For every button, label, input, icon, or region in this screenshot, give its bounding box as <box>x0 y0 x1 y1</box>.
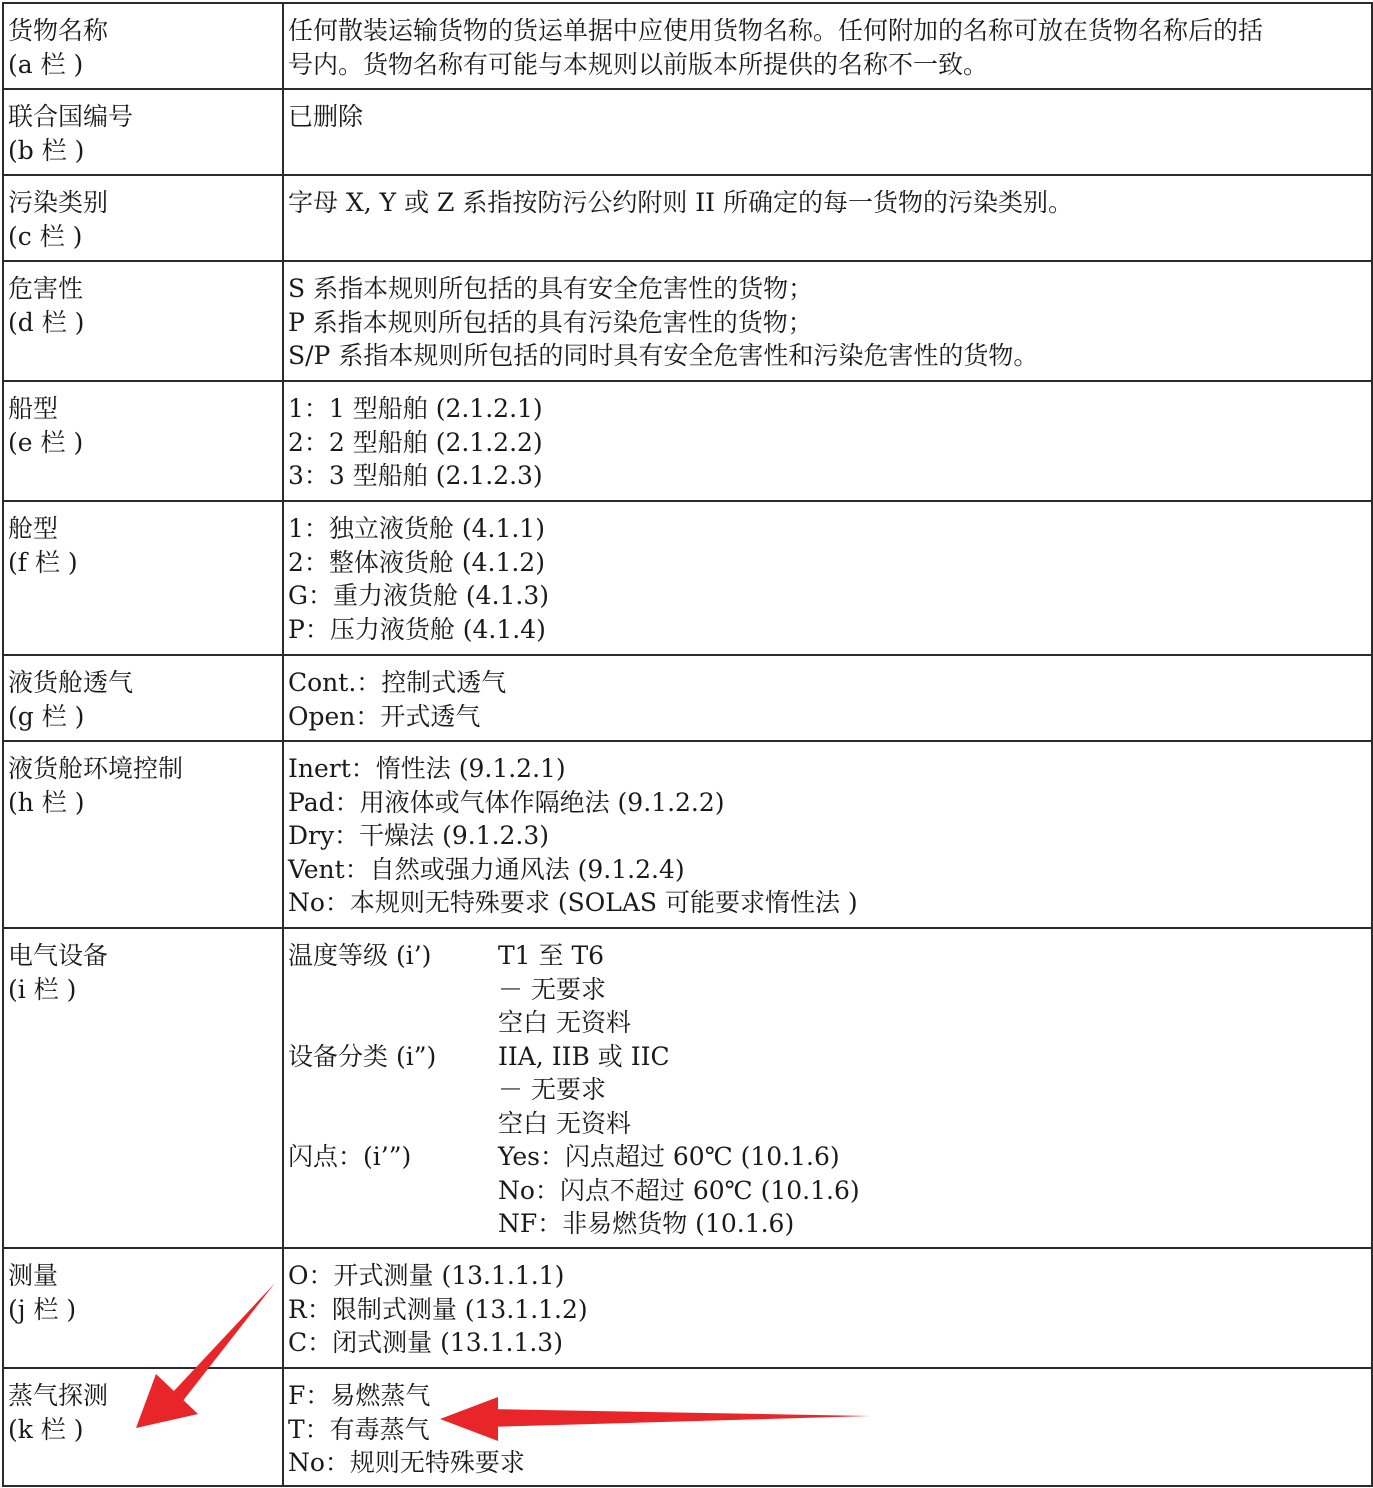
term-cell <box>3 381 283 501</box>
column-ref: (f 栏 ) <box>8 547 78 577</box>
description-line: 2：2 型船舶 (2.1.2.2) <box>288 427 543 457</box>
term-cell <box>3 89 283 175</box>
column-ref: (h 栏 ) <box>8 787 85 817</box>
description-cell <box>283 501 1372 655</box>
cargo-column-table <box>2 2 1373 1487</box>
term-label: 液货舱透气 <box>8 668 134 697</box>
table-row-a <box>3 3 1372 89</box>
sub-value: － 无要求 <box>498 974 606 1004</box>
column-ref: (c 栏 ) <box>8 221 83 251</box>
description-line: 2：整体液货舱 (4.1.2) <box>288 547 545 577</box>
description-line: 3：3 型船舶 (2.1.2.3) <box>288 461 543 490</box>
term-cell <box>3 261 283 381</box>
sub-values <box>498 1140 1371 1241</box>
column-ref: (b 栏 ) <box>8 135 85 165</box>
term-cell <box>3 928 283 1248</box>
description-cell <box>283 928 1372 1248</box>
description-cell <box>283 261 1372 381</box>
term-cell <box>3 175 283 261</box>
sub-label: 温度等级 (i’) <box>288 941 432 970</box>
column-ref: (k 栏 ) <box>8 1414 84 1444</box>
description-cell <box>283 1368 1372 1486</box>
table-row-c <box>3 175 1372 261</box>
term-label: 电气设备 <box>8 941 109 970</box>
term-cell <box>3 501 283 655</box>
description-line: 1：1 型船舶 (2.1.2.1) <box>288 394 543 423</box>
table-row-g <box>3 655 1372 741</box>
apparatus-group <box>288 1040 1371 1141</box>
description-line: C：闭式测量 (13.1.1.3) <box>288 1328 563 1357</box>
flashpoint-group <box>288 1140 1371 1241</box>
sub-value: Yes：闪点超过 60℃ (10.1.6) <box>498 1142 840 1171</box>
term-label: 测量 <box>8 1261 59 1290</box>
sub-value: 空白 无资料 <box>498 1008 631 1037</box>
table-row-b <box>3 89 1372 175</box>
description-line: P 系指本规则所包括的具有污染危害性的货物； <box>288 307 813 337</box>
term-label: 危害性 <box>8 274 84 303</box>
table-row-e <box>3 381 1372 501</box>
column-ref: (g 栏 ) <box>8 701 85 731</box>
term-label: 蒸气探测 <box>8 1381 109 1410</box>
description-line: 号内。货物名称有可能与本规则以前版本所提供的名称不一致。 <box>288 49 989 79</box>
sub-value: T1 至 T6 <box>498 941 605 970</box>
table-row-d <box>3 261 1372 381</box>
sub-values <box>498 1040 1371 1141</box>
term-label: 船型 <box>8 394 59 423</box>
term-label: 舱型 <box>8 514 59 543</box>
description-line: 1：独立液货舱 (4.1.1) <box>288 514 545 543</box>
description-line: P：压力液货舱 (4.1.4) <box>288 614 546 644</box>
description-line: Dry：干燥法 (9.1.2.3) <box>288 821 550 850</box>
description-line: R：限制式测量 (13.1.1.2) <box>288 1294 588 1324</box>
description-line: 任何散装运输货物的货运单据中应使用货物名称。任何附加的名称可放在货物名称后的括 <box>288 16 1264 45</box>
sub-value: IIA, IIB 或 IIC <box>498 1041 670 1071</box>
column-ref: (a 栏 ) <box>8 49 84 79</box>
description-line: G：重力液货舱 (4.1.3) <box>288 581 550 610</box>
description-line: S 系指本规则所包括的具有安全危害性的货物； <box>288 274 814 303</box>
description-cell <box>283 175 1372 261</box>
sub-value: NF：非易燃货物 (10.1.6) <box>498 1209 795 1238</box>
description-line: 字母 X, Y 或 Z 系指按防污公约附则 II 所确定的每一货物的污染类别。 <box>288 188 1073 217</box>
sub-label: 闪点：(i’”) <box>288 1142 412 1171</box>
term-cell <box>3 655 283 741</box>
description-line: Open：开式透气 <box>288 701 481 731</box>
description-line: T：有毒蒸气 <box>288 1414 430 1444</box>
table-row-k <box>3 1368 1372 1486</box>
description-cell <box>283 3 1372 89</box>
temperature-class-group <box>288 939 1371 1040</box>
term-label: 货物名称 <box>8 16 109 45</box>
description-line: No：本规则无特殊要求 (SOLAS 可能要求惰性法 ) <box>288 888 858 917</box>
description-line: Inert：惰性法 (9.1.2.1) <box>288 754 566 783</box>
term-label: 液货舱环境控制 <box>8 754 184 783</box>
column-ref: (i 栏 ) <box>8 974 77 1004</box>
table-row-f <box>3 501 1372 655</box>
sub-value: No：闪点不超过 60℃ (10.1.6) <box>498 1175 860 1205</box>
description-cell <box>283 741 1372 928</box>
description-line: No：规则无特殊要求 <box>288 1448 525 1477</box>
table-row-j <box>3 1248 1372 1368</box>
description-cell <box>283 1248 1372 1368</box>
term-cell <box>3 1368 283 1486</box>
description-line: 已删除 <box>288 102 364 131</box>
description-line: S/P 系指本规则所包括的同时具有安全危害性和污染危害性的货物。 <box>288 341 1039 370</box>
term-cell <box>3 741 283 928</box>
term-label: 联合国编号 <box>8 102 134 131</box>
column-ref: (e 栏 ) <box>8 427 84 457</box>
description-line: Vent：自然或强力通风法 (9.1.2.4) <box>288 854 685 884</box>
term-cell <box>3 1248 283 1368</box>
sub-value: 空白 无资料 <box>498 1108 631 1138</box>
table-row-h <box>3 741 1372 928</box>
term-label: 污染类别 <box>8 188 109 217</box>
term-cell <box>3 3 283 89</box>
table-row-i <box>3 928 1372 1248</box>
column-ref: (j 栏 ) <box>8 1294 77 1324</box>
sub-label: 设备分类 (i”) <box>288 1041 437 1071</box>
description-cell <box>283 655 1372 741</box>
sub-value: － 无要求 <box>498 1075 606 1104</box>
description-cell <box>283 381 1372 501</box>
column-ref: (d 栏 ) <box>8 307 85 337</box>
description-line: F：易燃蒸气 <box>288 1381 431 1410</box>
sub-values <box>498 939 1371 1040</box>
description-cell <box>283 89 1372 175</box>
description-line: Cont.：控制式透气 <box>288 668 507 697</box>
description-line: O：开式测量 (13.1.1.1) <box>288 1261 565 1290</box>
description-line: Pad：用液体或气体作隔绝法 (9.1.2.2) <box>288 787 725 817</box>
